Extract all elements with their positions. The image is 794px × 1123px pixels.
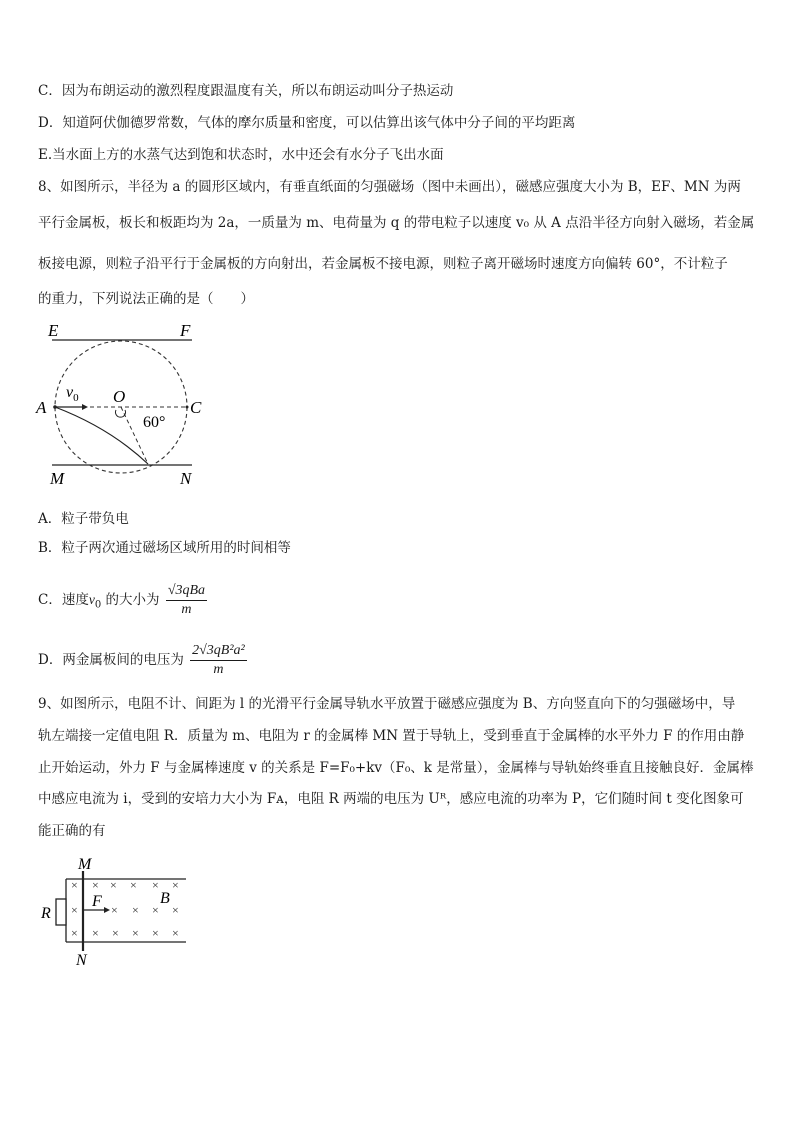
- q8-option-d: D．两金属板间的电压为 $\frac{\text{2√3qB²a²}}{m}$: [38, 643, 245, 677]
- field-cross: ×: [71, 903, 78, 917]
- field-cross: ×: [152, 878, 159, 892]
- field-cross: ×: [130, 878, 137, 892]
- q8-text-line3: 板接电源，则粒子沿平行于金属板的方向射出，若金属板不接电源，则粒子离开磁场时速度方向偏转 60°，不计粒子: [38, 256, 728, 272]
- q8-option-c-formula: $\frac{\text{√3qBa}}{m}$: [167, 583, 206, 617]
- label-f: F: [180, 321, 191, 340]
- magnetic-field-crosses: [71, 878, 179, 940]
- q8-text-line2: 平行金属板，板长和板距均为 2a，一质量为 m、电荷量为 q 的带电粒子以速度 v₀ 从 A 点沿半径方向射入磁场，若金属: [38, 215, 755, 231]
- label-e: E: [48, 321, 59, 340]
- field-cross: ×: [132, 903, 139, 917]
- resistor-r: [56, 899, 66, 925]
- option-e-prev: E.当水面上方的水蒸气达到饱和状态时，水中还会有水分子飞出水面: [38, 147, 444, 163]
- label-angle: 60°: [143, 414, 166, 431]
- field-cross: ×: [92, 878, 99, 892]
- point-c: [186, 406, 189, 409]
- label-a: A: [36, 398, 47, 417]
- q9-text-line2: 轨左端接一定值电阻 R．质量为 m、电阻为 r 的金属棒 MN 置于导轨上，受到垂直于金属棒的水平外力 F 的作用由静: [38, 728, 745, 744]
- field-cross: ×: [92, 926, 99, 940]
- field-cross: ×: [152, 926, 159, 940]
- option-c-prev: C．因为布朗运动的激烈程度跟温度有关，所以布朗运动叫分子热运动: [38, 83, 454, 99]
- field-cross: ×: [110, 878, 117, 892]
- q9-text-line5: 能正确的有: [38, 823, 106, 839]
- q8-option-d-formula: $\frac{\text{2√3qB²a²}}{m}$: [192, 643, 245, 677]
- q8-text-line4: 的重力，下列说法正确的是（ ）: [38, 291, 254, 307]
- option-d-prev: D．知道阿伏伽德罗常数，气体的摩尔质量和密度，可以估算出该气体中分子间的平均距离: [38, 115, 576, 131]
- label-r: R: [41, 905, 51, 922]
- label-n: N: [180, 469, 192, 488]
- q9-text-line4: 中感应电流为 i，受到的安培力大小为 Fᴀ，电阻 R 两端的电压为 Uᴿ，感应电流的功率为 P，它们随时间 t 变化图象可: [38, 791, 744, 807]
- force-arrowhead: [104, 907, 110, 913]
- q9-text-line1: 9、如图所示，电阻不计、间距为 l 的光滑平行金属导轨水平放置于磁感应强度为 B、方向竖直向下的匀强磁场中，导: [38, 696, 736, 712]
- q9-text-line3: 止开始运动，外力 F 与金属棒速度 v 的关系是 F=F₀+kv（F₀、k 是常量），金属棒与导轨始终垂直且接触良好．金属棒: [38, 760, 754, 776]
- velocity-arrowhead: [82, 404, 88, 410]
- label-c: C: [190, 398, 202, 417]
- label-n: N: [76, 952, 87, 969]
- field-cross: ×: [172, 926, 179, 940]
- field-cross: ×: [71, 926, 78, 940]
- field-cross: ×: [111, 903, 118, 917]
- q8-figure: [30, 318, 220, 493]
- q8-option-b: B．粒子两次通过磁场区域所用的时间相等: [38, 540, 291, 556]
- q8-text-line1: 8、如图所示，半径为 a 的圆形区域内，有垂直纸面的匀强磁场（图中未画出），磁感应强度大小为 B，EF、MN 为两: [38, 179, 741, 195]
- q8-option-c: C．速度$v_0$ 的大小为 $\frac{\text{√3qBa}}{m}$: [38, 583, 206, 617]
- label-o: O: [113, 387, 126, 406]
- label-m: M: [50, 469, 65, 488]
- field-cross: ×: [132, 926, 139, 940]
- label-m: M: [78, 857, 92, 873]
- q9-figure: [36, 857, 196, 969]
- label-v0: $v_0$: [66, 384, 79, 404]
- field-cross: ×: [172, 878, 179, 892]
- q8-option-a: A．粒子带负电: [38, 511, 129, 527]
- field-cross: ×: [172, 903, 179, 917]
- field-cross: ×: [112, 926, 119, 940]
- label-b: B: [160, 890, 170, 907]
- label-f: F: [92, 893, 102, 910]
- field-cross: ×: [71, 878, 78, 892]
- field-cross: ×: [152, 903, 159, 917]
